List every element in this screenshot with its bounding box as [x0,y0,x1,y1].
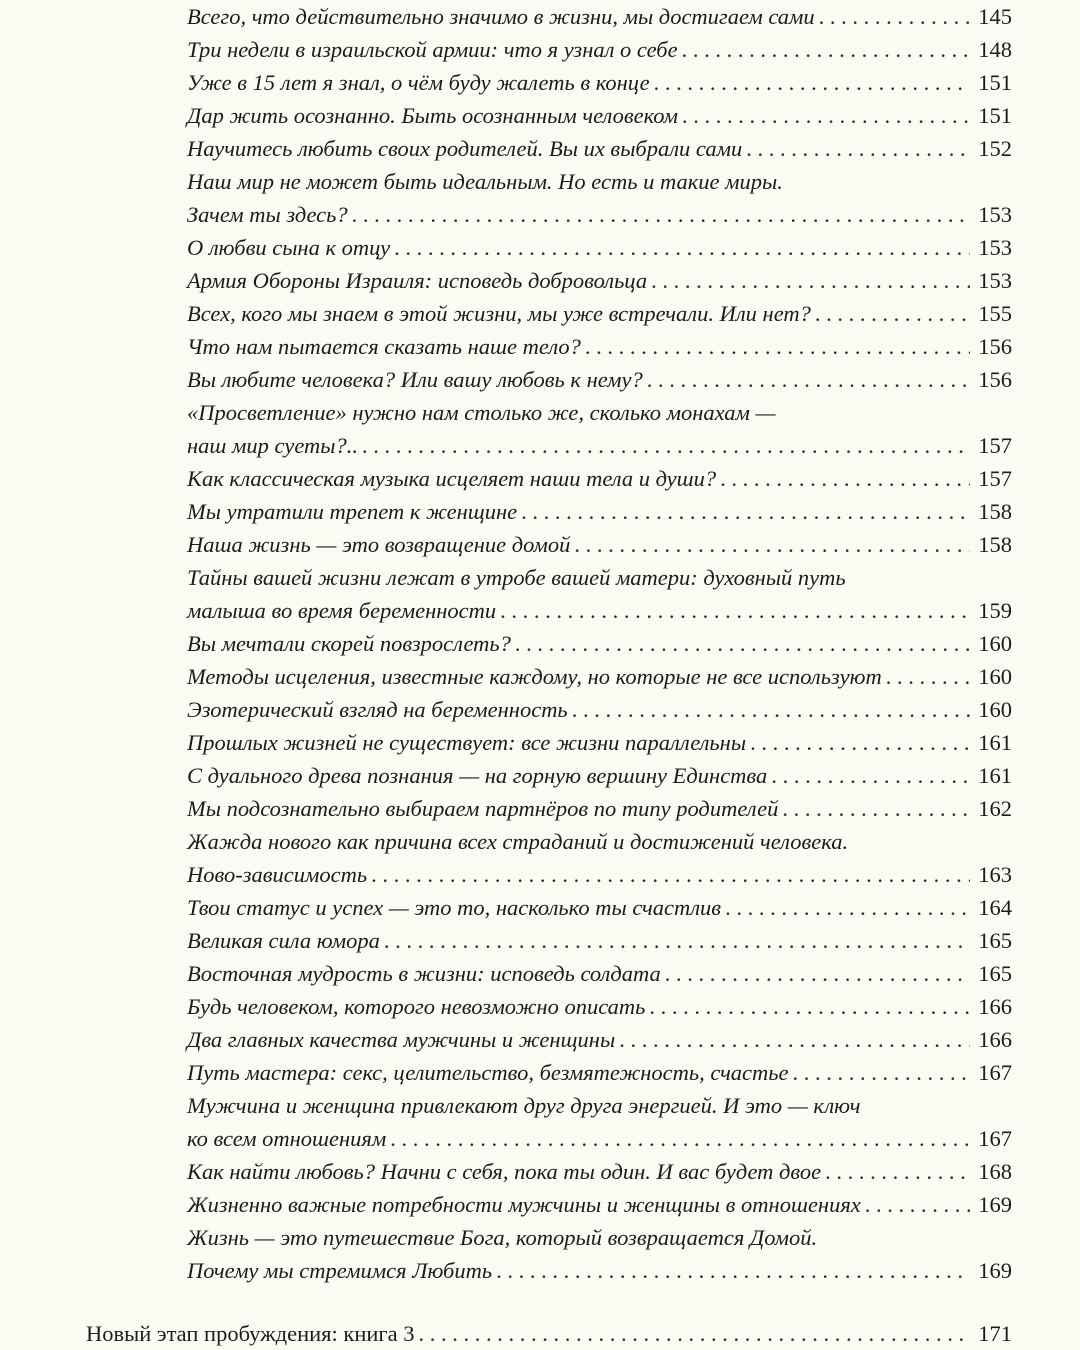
toc-page-number: 158 [978,532,1012,557]
toc-entry-title: О любви сына к отцу [187,235,391,260]
toc-entry [187,1023,1012,1056]
toc-entry-title: С дуального древа познания — на горную вершину Единства [187,763,768,788]
dot-leader [651,264,970,297]
dot-leader [521,495,970,528]
toc-entry [187,1155,1012,1188]
toc-entry [187,363,1012,396]
toc-entry [187,528,1012,561]
dot-leader [619,1023,970,1056]
dot-leader [815,297,970,330]
toc-entry-title: наш мир суеты?.. [187,433,359,458]
toc-entry [187,198,1012,231]
toc-entry-title: Дар жить осознанно. Быть осознанным человеком [187,103,679,128]
toc-page-number: 165 [978,961,1012,986]
dot-leader [500,594,970,627]
toc-entry-title: Жизненно важные потребности мужчины и женщины в отношениях [187,1192,861,1217]
toc-page-number: 157 [978,433,1012,458]
dot-leader [352,198,970,231]
toc-entry-title: Уже в 15 лет я знал, о чём буду жалеть в конце [187,70,650,95]
dot-leader [649,990,970,1023]
toc-entry [187,495,1012,528]
toc-entry-title: Жизнь — это путешествие Бога, который возвращается Домой. [187,1225,818,1250]
toc-entry-wrapped [187,825,1012,858]
toc-entry-wrapped [187,1089,1012,1122]
toc-entry [187,231,1012,264]
toc-entry [187,297,1012,330]
dot-leader [665,957,970,990]
toc-entry [187,33,1012,66]
toc-page-number: 148 [978,37,1012,62]
toc-entry-title: Великая сила юмора [187,928,380,953]
toc-entry-title: ко всем отношениям [187,1126,387,1151]
dot-leader [572,693,970,726]
dot-leader [390,1122,970,1155]
toc-entry-title: Тайны вашей жизни лежат в утробе вашей матери: духовный путь [187,565,846,590]
toc-entry [187,924,1012,957]
toc-entry-title: Прошлых жизней не существует: все жизни параллельны [187,730,747,755]
toc-entry [187,1188,1012,1221]
dot-leader [496,1254,970,1287]
toc-page-number: 151 [978,70,1012,95]
toc-entry [187,792,1012,825]
dot-leader [362,429,970,462]
toc-entry-title: Почему мы стремимся Любить [187,1258,493,1283]
toc-entry-title: Наш мир не может быть идеальным. Но есть и такие миры. [187,169,783,194]
toc-entry-title: малыша во время беременности [187,598,497,623]
toc-entry-wrapped [187,561,1012,594]
toc-entry-title: Мы утратили трепет к женщине [187,499,518,524]
toc-entry [187,1254,1012,1287]
dot-leader [725,891,970,924]
toc-entry-title: Методы исцеления, известные каждому, но которые не все используют [187,664,882,689]
toc-entry [187,429,1012,462]
toc-entry-wrapped [187,396,1012,429]
toc-entry-title: Вы мечтали скорей повзрослеть? [187,631,511,656]
toc-entry [187,759,1012,792]
dot-leader [654,66,970,99]
toc-entry [187,99,1012,132]
toc-entry-title: Всего, что действительно значимо в жизни, мы достигаем сами [187,4,815,29]
toc-entry-title: Как классическая музыка исцеляет наши тела и души? [187,466,717,491]
toc-entry-title: Вы любите человека? Или вашу любовь к нему? [187,367,643,392]
toc-entry-title: Мы подсознательно выбираем партнёров по типу родителей [187,796,779,821]
dot-leader [574,528,970,561]
toc-entry [187,858,1012,891]
toc-entry-title: Путь мастера: секс, целительство, безмятежность, счастье [187,1060,789,1085]
toc-entry-title: Два главных качества мужчины и женщины [187,1027,616,1052]
dot-leader [384,924,970,957]
toc-entry-title: Зачем ты здесь? [187,202,348,227]
toc-page-number: 160 [978,697,1012,722]
dot-leader [819,0,970,33]
toc-entry-title: Три недели в израильской армии: что я узнал о себе [187,37,678,62]
dot-leader [782,792,970,825]
toc-entry [187,0,1012,33]
toc-entry-title: Восточная мудрость в жизни: исповедь солдата [187,961,661,986]
toc-entry [187,990,1012,1023]
toc-entry-wrapped [187,165,1012,198]
toc-entry [187,660,1012,693]
toc-page-number: 153 [978,202,1012,227]
toc-entry-title: Будь человеком, которого невозможно описать [187,994,646,1019]
toc-section-title: Новый этап пробуждения: книга 3 [86,1321,415,1346]
toc-page-number: 156 [978,367,1012,392]
toc-page-number: 156 [978,334,1012,359]
dot-leader [647,363,970,396]
toc-entry-title: Что нам пытается сказать наше тело? [187,334,581,359]
toc-page-number: 158 [978,499,1012,524]
toc-page-number: 153 [978,235,1012,260]
toc-page-number: 161 [978,763,1012,788]
toc-page-number: 161 [978,730,1012,755]
toc-section-entry [86,1317,1012,1350]
dot-leader [793,1056,970,1089]
toc-entry-title: Эзотерический взгляд на беременность [187,697,568,722]
toc-page-number: 169 [978,1192,1012,1217]
dot-leader [825,1155,970,1188]
dot-leader [419,1317,970,1350]
toc-entry [187,726,1012,759]
toc-page-number: 151 [978,103,1012,128]
toc-entry [187,132,1012,165]
toc-entry-title: «Просветление» нужно нам столько же, сколько монахам — [187,400,776,425]
toc-page-number: 171 [978,1321,1012,1346]
toc-page-number: 167 [978,1060,1012,1085]
toc-page-number: 163 [978,862,1012,887]
toc-entry [187,66,1012,99]
toc-page-number: 153 [978,268,1012,293]
toc-page-number: 152 [978,136,1012,161]
toc-entry [187,264,1012,297]
toc-page-number: 168 [978,1159,1012,1184]
toc-entry [187,1056,1012,1089]
toc-entry-title: Научитесь любить своих родителей. Вы их выбрали сами [187,136,743,161]
toc-page-number: 166 [978,994,1012,1019]
dot-leader [750,726,970,759]
dot-leader [371,858,970,891]
toc-entry-title: Как найти любовь? Начни с себя, пока ты один. И вас будет двое [187,1159,822,1184]
toc-entry-title: Жажда нового как причина всех страданий и достижений человека. [187,829,849,854]
toc-page-number: 159 [978,598,1012,623]
toc-entry [187,594,1012,627]
toc-entry [187,891,1012,924]
toc-entry-title: Всех, кого мы знаем в этой жизни, мы уже встречали. Или нет? [187,301,811,326]
dot-leader [771,759,970,792]
toc-entry [187,330,1012,363]
toc-entry-title: Армия Обороны Израиля: исповедь добровольца [187,268,648,293]
toc-page-number: 169 [978,1258,1012,1283]
dot-leader [865,1188,970,1221]
dot-leader [886,660,970,693]
toc-entry [187,957,1012,990]
toc-entry-title: Твои статус и успех — это то, насколько ты счастлив [187,895,722,920]
dot-leader [746,132,970,165]
toc-entry [187,462,1012,495]
toc-entry-title: Наша жизнь — это возвращение домой [187,532,571,557]
toc-page-number: 165 [978,928,1012,953]
toc-page-number: 167 [978,1126,1012,1151]
toc-entry-title: Мужчина и женщина привлекают друг друга энергией. И это — ключ [187,1093,861,1118]
toc-page-number: 166 [978,1027,1012,1052]
toc-entry-title: Ново-зависимость [187,862,368,887]
dot-leader [585,330,970,363]
dot-leader [515,627,970,660]
dot-leader [682,33,970,66]
toc-page-number: 164 [978,895,1012,920]
toc-entry [187,693,1012,726]
dot-leader [394,231,970,264]
toc-page-number: 160 [978,631,1012,656]
dot-leader [720,462,970,495]
toc-page-number: 145 [978,4,1012,29]
toc-page-number: 162 [978,796,1012,821]
toc-entry [187,1122,1012,1155]
dot-leader [682,99,970,132]
toc-page-number: 155 [978,301,1012,326]
toc-entry [187,627,1012,660]
toc-entry-wrapped [187,1221,1012,1254]
toc-page-number: 157 [978,466,1012,491]
toc-page-number: 160 [978,664,1012,689]
